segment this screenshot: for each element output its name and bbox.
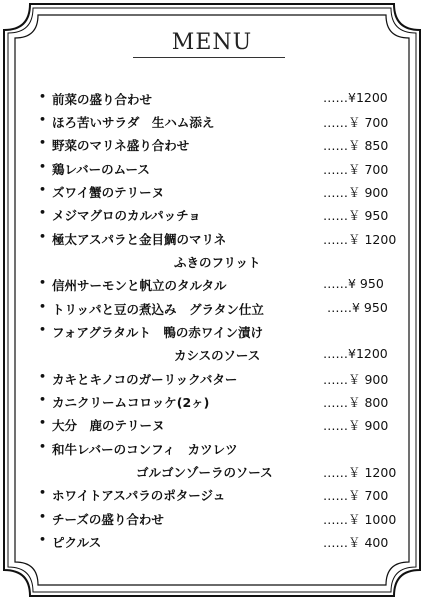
- bullet: •: [39, 510, 47, 523]
- bullet: •: [39, 183, 47, 196]
- menu-item: [0, 368, 424, 390]
- menu-item: [0, 88, 424, 110]
- menu-item: [0, 321, 424, 343]
- item-name: 野菜のマリネ盛り合わせ: [52, 138, 190, 153]
- menu-title: MENU: [171, 30, 253, 55]
- menu-item: [0, 181, 424, 203]
- item-price: ……￥ 950: [323, 208, 389, 223]
- menu-item: [0, 228, 424, 250]
- item-price: ……￥ 1000: [323, 512, 397, 527]
- item-name: カニクリームコロッケ(2ヶ): [52, 395, 210, 410]
- bullet: •: [39, 206, 47, 219]
- bullet: •: [39, 276, 47, 289]
- menu-item-continuation: [0, 461, 424, 483]
- item-price: ……￥ 900: [323, 418, 389, 433]
- menu-item: [0, 111, 424, 133]
- item-name: ほろ苦いサラダ 生ハム添え: [52, 115, 215, 130]
- bullet: •: [39, 486, 47, 499]
- item-price: ……￥ 700: [323, 115, 389, 130]
- item-name: チーズの盛り合わせ: [52, 512, 164, 527]
- item-price: ……￥ 700: [323, 162, 389, 177]
- item-subtitle: カシスのソース: [174, 348, 261, 363]
- item-name: フォアグラタルト 鴨の赤ワイン漬け: [52, 325, 264, 340]
- item-price: ……¥ 950: [327, 300, 388, 315]
- bullet: •: [39, 230, 47, 243]
- bullet: •: [39, 393, 47, 406]
- menu-item: [0, 414, 424, 436]
- menu-item: [0, 484, 424, 506]
- item-price: ……￥ 850: [323, 138, 389, 153]
- menu-item: [0, 508, 424, 530]
- item-name: 和牛レバーのコンフィ カツレツ: [52, 442, 238, 457]
- bullet: •: [39, 90, 47, 103]
- item-name: トリッパと豆の煮込み グラタン仕立: [52, 302, 264, 317]
- menu-item: [0, 134, 424, 156]
- menu-item: [0, 298, 424, 320]
- item-name: ズワイ蟹のテリーヌ: [52, 185, 165, 200]
- bullet: •: [39, 300, 47, 313]
- item-price: ……￥ 700: [323, 488, 389, 503]
- item-price: ……￥ 1200: [323, 465, 397, 480]
- item-subtitle: ゴルゴンゾーラのソース: [136, 465, 273, 480]
- item-subtitle: ふきのフリット: [174, 255, 261, 270]
- bullet: •: [39, 136, 47, 149]
- item-price: ……¥1200: [323, 346, 388, 361]
- menu-item: [0, 274, 424, 296]
- item-name: カキとキノコのガーリックバター: [52, 372, 238, 387]
- item-name: ピクルス: [52, 535, 102, 550]
- menu-item: [0, 438, 424, 460]
- item-price: ……¥1200: [323, 90, 388, 105]
- item-price: ……¥ 950: [323, 276, 384, 291]
- bullet: •: [39, 440, 47, 453]
- menu-item-continuation: [0, 344, 424, 366]
- item-name: ホワイトアスパラのポタージュ: [52, 488, 226, 503]
- item-name: 大分 鹿のテリーヌ: [52, 418, 165, 433]
- item-price: ……￥ 1200: [323, 232, 397, 247]
- menu-item: [0, 531, 424, 553]
- menu-item-continuation: [0, 251, 424, 273]
- item-name: 前菜の盛り合わせ: [52, 92, 153, 107]
- item-price: ……￥ 900: [323, 185, 389, 200]
- item-name: 鶏レバーのムース: [52, 162, 150, 177]
- item-price: ……￥ 800: [323, 395, 389, 410]
- item-name: メジマグロのカルパッチョ: [52, 208, 201, 223]
- item-price: ……￥ 900: [323, 372, 389, 387]
- bullet: •: [39, 533, 47, 546]
- bullet: •: [39, 160, 47, 173]
- menu-item: [0, 158, 424, 180]
- menu-item: [0, 391, 424, 413]
- bullet: •: [39, 370, 47, 383]
- bullet: •: [39, 113, 47, 126]
- item-name: 信州サーモンと帆立のタルタル: [52, 278, 227, 293]
- item-price: ……￥ 400: [323, 535, 389, 550]
- menu-item: [0, 204, 424, 226]
- bullet: •: [39, 323, 47, 336]
- bullet: •: [39, 416, 47, 429]
- item-name: 極太アスパラと金目鯛のマリネ: [52, 232, 227, 247]
